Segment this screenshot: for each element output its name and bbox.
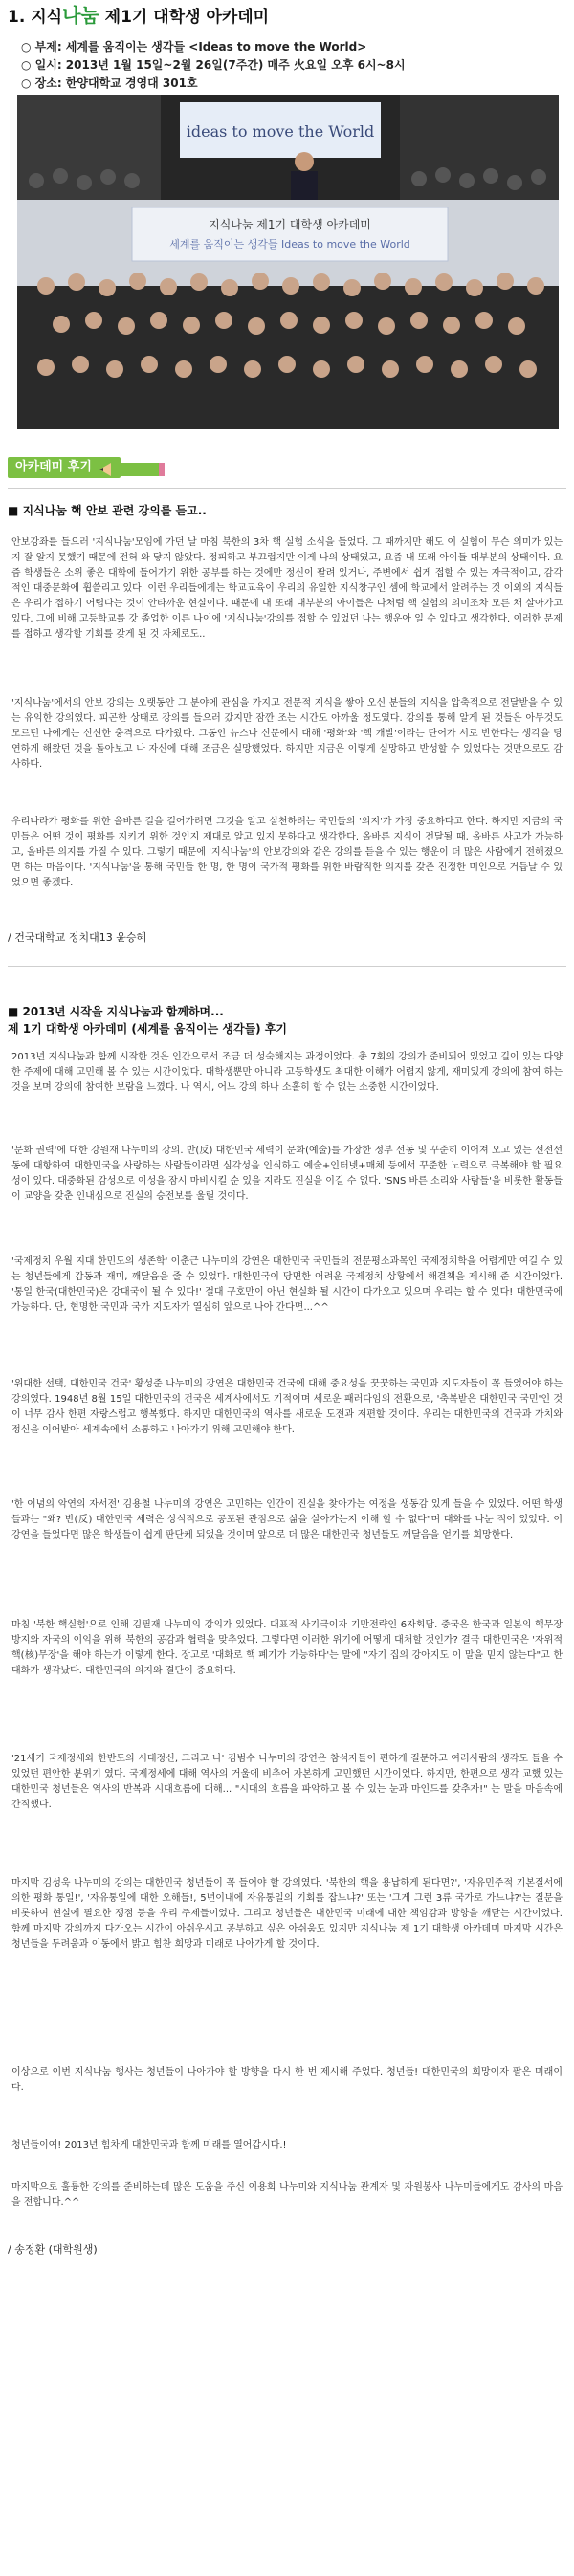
speaker-head — [295, 152, 314, 171]
info-location: ○ 장소: 한양대학교 경영대 301호 — [21, 76, 198, 90]
review1-byline: / 건국대학교 정치대13 윤승혜 — [8, 931, 147, 944]
review2-paragraph-9: 이상으로 이번 지식나눔 행사는 청년들이 나아가야 할 방향을 다시 한 번 제시해 주었다. 청년들! 대한민국의 희망이자 팔은 미래이다. — [11, 2067, 563, 2093]
review2-subheading: 제 1기 대학생 아카데미 (세계를 움직이는 생각들) 후기 — [8, 1022, 287, 1036]
review1-heading: ■ 지식나눔 핵 안보 관련 강의를 듣고.. — [8, 504, 207, 517]
photo-illustration — [17, 95, 559, 429]
review2-paragraph-10: 청년들이여! 2013년 힘차게 대한민국과 함께 미래를 열어갑시다.! — [11, 2140, 287, 2150]
brand-name — [31, 4, 99, 27]
divider — [8, 488, 566, 489]
review2-byline: / 송정환 (대학원생) — [8, 2243, 98, 2256]
review1-paragraph-2: '지식나눔'에서의 안보 강의는 오랫동안 그 분야에 관심을 가지고 전문적 지식을 쌓아 오신 분들의 지식을 압축적으로 전달받을 수 있는 유익한 강의였다. 피곤한 상태로 강의를 들으러 갔지만 잠깐 조는 시간도 아까울 정도였다. 강의를 통해 알게 된 것들은 아무것도 모르던 나에게는 신선한 충격으로 다가왔다. 그동안 뉴스나 신문에서 대해 '평화'와 '핵 개발'이라는 단어가 서로 반한다는 생각을 당연하게 해왔던 것을 돌아보고 나 자신에 대해 조금은 실망했었다. 하지만 지금은 이렇게 실망하고 반성할 수 있었다는 것만으로도 감사하다. — [11, 698, 563, 770]
pencil-icon — [99, 461, 166, 478]
review2-paragraph-7: '21세기 국제정세와 한반도의 시대정신, 그리고 나' 김범수 나누미의 강연은 참석자들이 편하게 질문하고 여러사람의 생각도 들을 수 있었던 편안한 분위기 였다. 국제정세에 대해 역사의 거울에 비추어 자본하게 고민했던 시간이었다. 하지만, 한편으로 생각 교했 있는 대한민국 청년들은 역사의 반복과 시대흐름에 대해... "시대의 흐름을 파악하고 볼 수 있는 눈과 마인드를 갖추자!" 는 말을 마음속에 간직했다. — [11, 1754, 563, 1810]
review2-paragraph-11: 마지막으로 훌륭한 강의를 준비하는데 많은 도움을 주신 이용희 나누미와 지식나눔 관계자 및 자원봉사 나누미들에게도 감사의 마음을 전합니다.^^ — [11, 2182, 563, 2208]
review2-paragraph-5: '한 이념의 악연의 자서전' 김용철 나누미의 강연은 고민하는 인간이 진실을 찾아가는 여정을 생동감 있게 들을 수 있었다. 어떤 학생들과는 "왜? 반(反) 대한민국 세력은 상식적으로 공포된 관점으로 삶을 살아가는지 이해 할 수 없다"며 대화를 나눈 적이 있었다. 이 강연을 들었다면 많은 학생들이 쉽게 판단케 되었을 것이며 앞으로 더 많은 대한민국 청년들도 깨달음을 얻기를 희망한다. — [11, 1499, 563, 1540]
brand-part-b: 나눔 — [62, 4, 99, 27]
review2-heading: ■ 2013년 시작을 지식나눔과 함께하며... — [8, 1005, 224, 1018]
group-photo-banner — [132, 207, 448, 261]
section-label: 아카데미 후기 — [8, 457, 121, 478]
screen-caption: ideas to move the World — [186, 122, 375, 141]
section-header — [8, 457, 161, 482]
title-number: 1. — [8, 8, 26, 27]
page-title — [8, 4, 269, 29]
review2-paragraph-6: 마침 '북한 핵실험'으로 인해 김필재 나누미의 강의가 있었다. 대표적 사기극이자 기만전략인 6자회담. 중국은 한국과 일본의 핵무장 방지와 자국의 이익을 위해 북한의 공감과 협력을 맞추었다. 그렇다면 이러한 위기에 어떻게 대처할 것인가? 결국 대한민국은 '자위적 핵(核)무장'을 해야 하는가 이렇게 한다. 장고로 '대화로 핵 폐기가 가능하다'는 말에 "자기 집의 강아지도 이 말을 믿지 않는다"고 한 대화가 생각났다. 대한민국의 의지와 결단이 중요하다. — [11, 1620, 563, 1676]
banner-line-1: 지식나눔 제1기 대학생 아카데미 — [209, 218, 371, 231]
title-text: 제1기 대학생 아카데미 — [104, 8, 270, 27]
event-photo-collage — [17, 95, 559, 429]
speaker-body — [291, 171, 318, 200]
info-datetime: ○ 일시: 2013년 1월 15일~2월 26일(7주간) 매주 火요일 오후 6시~8시 — [21, 58, 406, 72]
review2-paragraph-3: '국제정치 우월 지대 한민도의 생존학' 이춘근 나누미의 강연은 대한민국 국민들의 전문평소과목인 국제정치학을 어렵게만 여길 수 있는 청년들에게 감동과 재미, 깨달음을 줄 수 있었다. 대한민국이 당면한 어려운 국제정치 상황에서 해결책을 제시해 준 시간이었다. '통일 한국(대한민국)은 강대국이 될 수 있다!' 절대 구호만이 아닌 현실화 될 시간이 다가오고 있으며 우리는 할 수 있다! 대한민국에 가능하다. 단, 현명한 국민과 국가 지도자가 열심히 앞으로 나아 간다면...^^ — [11, 1256, 563, 1313]
review2-paragraph-2: '문화 권력'에 대한 강원재 나누미의 강의. 반(反) 대한민국 세력이 문화(예술)를 가장한 정부 선동 및 꾸준히 이어져 오고 있는 선전선동에 대항하여 대한민국을 사랑하는 사람들이라면 심각성을 인식하고 예술+인터넷+매체 등에서 꾸준한 노력으로 극복해야 할 필요성이 있다. 대중화된 감성으로 이성을 잠시 마비시킬 순 있을 지라도 진실을 이길 수 없다. 'SNS 바른 소리와 사람들'을 비롯한 활동들이 교양을 갖춘 인내심으로 진실의 승전보를 울릴 것이다. — [11, 1146, 563, 1202]
review2-paragraph-1: 2013년 지식나눔과 함께 시작한 것은 인간으로서 조금 더 성숙해지는 과정이었다. 총 7회의 강의가 준비되어 있었고 길이 있는 다양한 주제에 대해 고민해 볼 수 있는 시간이었다. 대학생뿐만 아니라 고등학생도 최대한 이해가 어렵지 않게, 재미있게 강의에 참여 하는 것을 보며 강의에 참여한 보람을 느꼈다. 나 역시, 어느 강의 하나 소홀히 할 수 없는 소중한 시간이었다. — [11, 1052, 563, 1093]
review2-paragraph-4: '위대한 선택, 대한민국 건국' 황성준 나누미의 강연은 대한민국 건국에 대해 중요성을 꿋꿋하는 국민과 지도자들이 꼭 들었어야 하는 강의였다. 1948년 8월 15일 대한민국의 건국은 세계사에서도 기적이며 세로운 패러다임의 전환으로, '축복받은 대한민국 국민'인 것이 너무 감사 한편 자랑스럽고 행복했다. 하지만 대한민국의 역사를 새로운 도전과 저편할 것이다. 우리는 대한민국의 건국과 가치와 정신을 이어받아 세계속에서 소통하고 나아가기 위해 고민해야 한다. — [11, 1379, 563, 1435]
banner-line-2: 세계를 움직이는 생각들 Ideas to move the World — [169, 238, 410, 251]
review2-paragraph-8: 마지막 김성욱 나누미의 강의는 대한민국 청년들이 꼭 들어야 할 강의였다. '북한의 핵을 용납하게 된다면?', '자유민주적 기본질서에 의한 평화 통일!', '자유통일에 대한 오해들!, 5년이내에 자유통일의 기회를 잡느냐?' 또는 '그게 그런 3류 국가로 가느냐?'는 질문을 비롯하여 현실에 필요한 쟁점 등을 우리 주제들이었다. 그리고 청년들은 대한민국 미래에 대한 책임감과 방향을 깨닫는 시간이었다. 함께 마지막 강의까지 다가오는 시간이 아쉬우시고 공부하고 싶은 아쉬움도 있지만 지식나눔 제 1기 대학생 아카데미 마지막 시간은 청년들을 두려움과 이동에서 밝고 힘찬 희망과 미래로 나아가게 할 것이다. — [11, 1878, 563, 1950]
review1-paragraph-1: 안보강좌를 들으러 '지식나눔'모임에 가던 날 마침 북한의 3차 핵 실험 소식을 들었다. 그 때까지만 해도 이 실험이 무슨 의미가 있는지 잘 알지 못했기 때문에 전혀 와 닿지 않았다. 정피하고 부끄럽지만 이게 나의 상태였고, 요즘 내 또래 아이들 대부분의 상태이다. 요즘 학생들은 소위 좋은 대학에 들어가기 위한 공부를 하는 것에만 정신이 팔려 있거나, 주변에서 쉽게 접할 수 있는 자극적이고, 감각적인 대중문화에 휩쓸리고 있다. 이런 우리들에게는 학교교육이 우리의 유일한 지식창구인 셈에 학교에서 알려주는 것 이외의 지식들은 우리가 접하기 어렵다는 것이 안타까운 현실이다. 때문에 내 또래 대부분의 아이들은 나처럼 핵 실험의 의미조차 모른 채 살아가고 있다. 그에 비해 고등학교를 갓 졸업한 이른 나이에 '지식나눔'강의를 접할 수 있었던 나는 행운아 일 수 있다고 생각한다. 이러한 문제를 접하고 생각할 기회를 갖게 된 것 자체로도.. — [11, 537, 563, 640]
info-subtitle: ○ 부제: 세계를 움직이는 생각들 <Ideas to move the World> — [21, 40, 367, 54]
brand-part-a: 지식 — [31, 8, 63, 27]
event-info — [21, 38, 406, 93]
divider — [8, 966, 566, 967]
review1-paragraph-3: 우리나라가 평화를 위한 올바른 길을 걸어가려면 그것을 알고 실천하려는 국민들의 '의지'가 가장 중요하다고 한다. 하지만 지금의 국민들은 어떤 것이 평화를 지키기 위한 것인지 제대로 알고 있지 못하다고 생각한다. 올바른 지식이 전달될 때, 올바른 사고가 가능하고, 올바른 의지를 가질 수 있다. 그렇기 때문에 '지식나눔'의 안보강의와 같은 강의를 듣을 수 있는 행운이 더 많은 사람에게 전해졌으면 하는 마음이다. '지식나눔'을 통해 국민들 한 명, 한 명이 국가적 평화를 위한 바람직한 의지를 갖춘 진정한 미인으로 거듭날 수 있었으면 좋겠다. — [11, 817, 563, 888]
